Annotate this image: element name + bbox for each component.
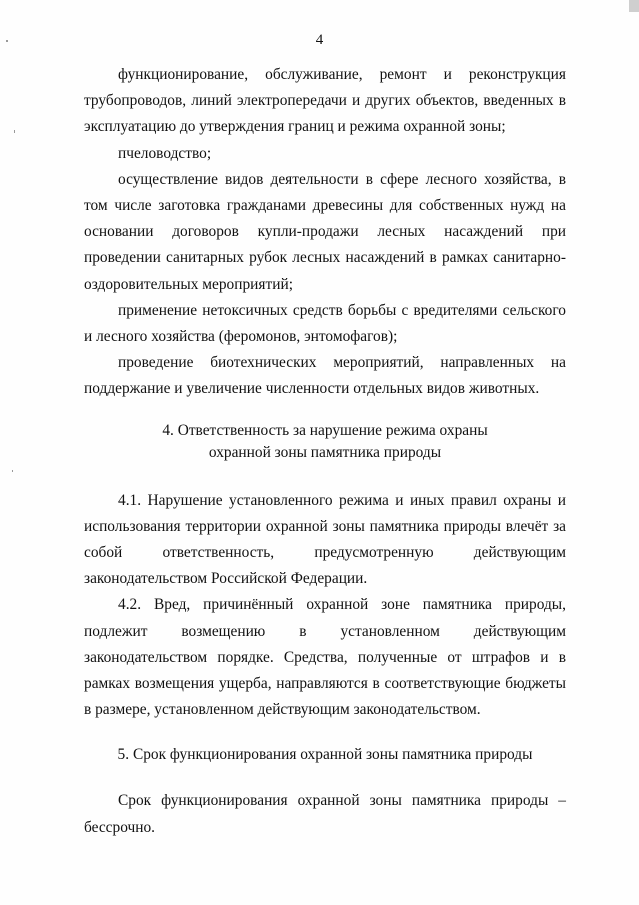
paragraph-4-1: 4.1. Нарушение установленного режима и иных правил охраны и использования территории охранной зоны памятника природы влечёт за собой ответственность, предусмотренную действующим законодательством Российской Федерации. — [84, 491, 566, 588]
list-item-pest-control: применение нетоксичных средств борьбы с вредителями сельского и лесного хозяйства (феромонов, энтомофагов); — [84, 301, 566, 346]
section-5-title: 5. Срок функционирования охранной зоны памятника природы — [117, 746, 533, 764]
list-item-forestry: осуществление видов деятельности в сфере лесного хозяйства, в том числе заготовка гражданами древесины для собственных нужд на основании договоров купли-продажи лесных насаждений при проведении санитарных рубок лесных насаждений в рамках санитарно-оздоровительных мероприятий; — [84, 170, 566, 293]
page-number: 4 — [315, 32, 324, 48]
section-4-title-line-2: охранной зоны памятника природы — [208, 443, 442, 461]
paragraph-5: Срок функционирования охранной зоны памятника природы – бессрочно. — [84, 792, 566, 836]
scan-speck — [14, 130, 15, 133]
list-item-reconstruction: функционирование, обслуживание, ремонт и реконструкция трубопроводов, линий электропередачи и других объектов, введенных в эксплуатацию до утверждения границ и режима охранной зоны; — [84, 66, 566, 136]
scan-corner-mark — [629, 0, 639, 12]
list-item-biotechnical: проведение биотехнических мероприятий, направленных на поддержание и увеличение численности отдельных видов животных. — [84, 354, 566, 398]
section-4-title-line-1: 4. Ответственность за нарушение режима охраны — [162, 421, 488, 439]
document-body — [84, 62, 566, 841]
paragraph-4-2: 4.2. Вред, причинённый охранной зоне памятника природы, подлежит возмещению в установленном действующим законодательством порядке. Средства, полученные от штрафов и в рамках возмещения ущерба, направляются в соответствующие бюджеты в размере, установленном действующим законодательством. — [84, 596, 566, 719]
scan-speck — [12, 470, 13, 472]
list-item-beekeeping: пчеловодство; — [118, 144, 212, 162]
